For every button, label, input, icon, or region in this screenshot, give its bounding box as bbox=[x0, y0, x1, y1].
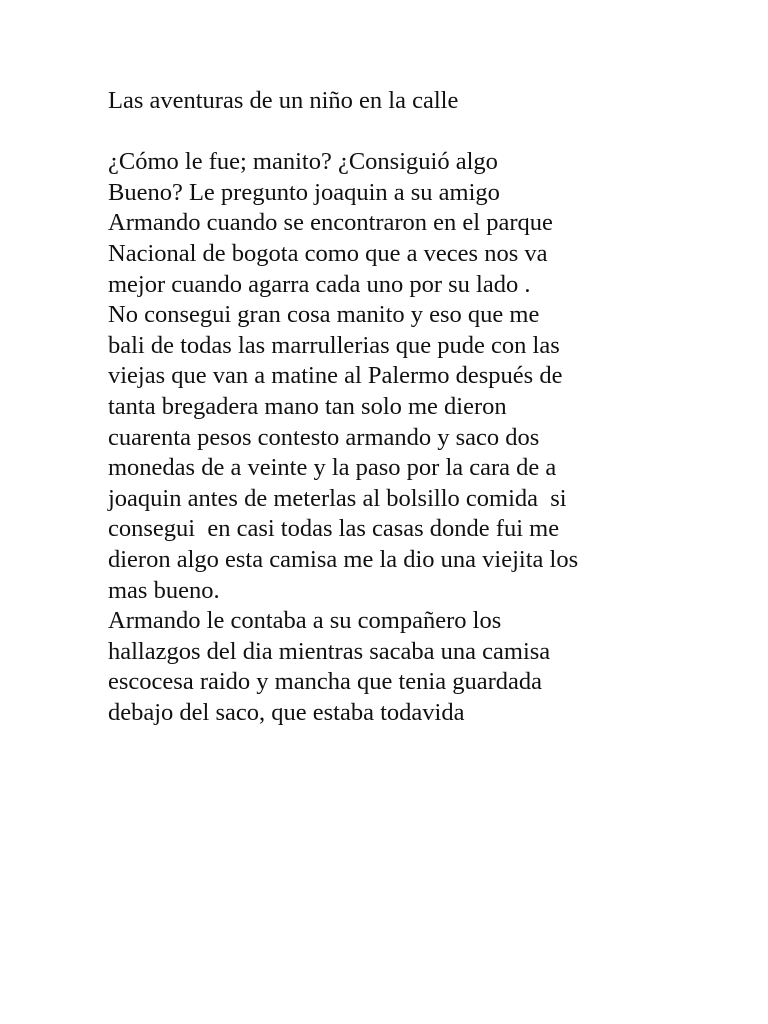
text-line-15: mas bueno. bbox=[108, 576, 220, 604]
text-line-11: monedas de a veinte y la paso por la cara de a bbox=[108, 454, 557, 482]
text-line-8: viejas que van a matine al Palermo después de bbox=[108, 362, 563, 390]
text-line-13: consegui en casi todas las casas donde fui me bbox=[108, 515, 560, 543]
text-line-12: joaquin antes de meterlas al bolsillo comida si bbox=[108, 484, 567, 512]
text-line-16: Armando le contaba a su compañero los bbox=[108, 607, 502, 635]
text-line-18: escocesa raido y mancha que tenia guardada bbox=[108, 668, 542, 696]
text-line-7: bali de todas las marrullerias que pude con las bbox=[108, 331, 560, 359]
text-line-6: No consegui gran cosa manito y eso que me bbox=[108, 301, 540, 329]
text-line-1: ¿Cómo le fue; manito? ¿Consiguió algo bbox=[108, 148, 498, 176]
text-line-3: Armando cuando se encontraron en el parque bbox=[108, 209, 553, 237]
document-title: Las aventuras de un niño en la calle bbox=[108, 87, 459, 114]
text-line-10: cuarenta pesos contesto armando y saco dos bbox=[108, 423, 540, 451]
text-line-19: debajo del saco, que estaba todavida bbox=[108, 698, 465, 726]
text-line-17: hallazgos del dia mientras sacaba una camisa bbox=[108, 637, 551, 665]
text-line-4: Nacional de bogota como que a veces nos va bbox=[108, 239, 548, 267]
text-line-14: dieron algo esta camisa me la dio una viejita los bbox=[108, 545, 579, 573]
text-line-9: tanta bregadera mano tan solo me dieron bbox=[108, 392, 507, 420]
document-body bbox=[108, 86, 728, 728]
text-line-5: mejor cuando agarra cada uno por su lado . bbox=[108, 270, 531, 298]
text-line-2: Bueno? Le pregunto joaquin a su amigo bbox=[108, 178, 500, 206]
